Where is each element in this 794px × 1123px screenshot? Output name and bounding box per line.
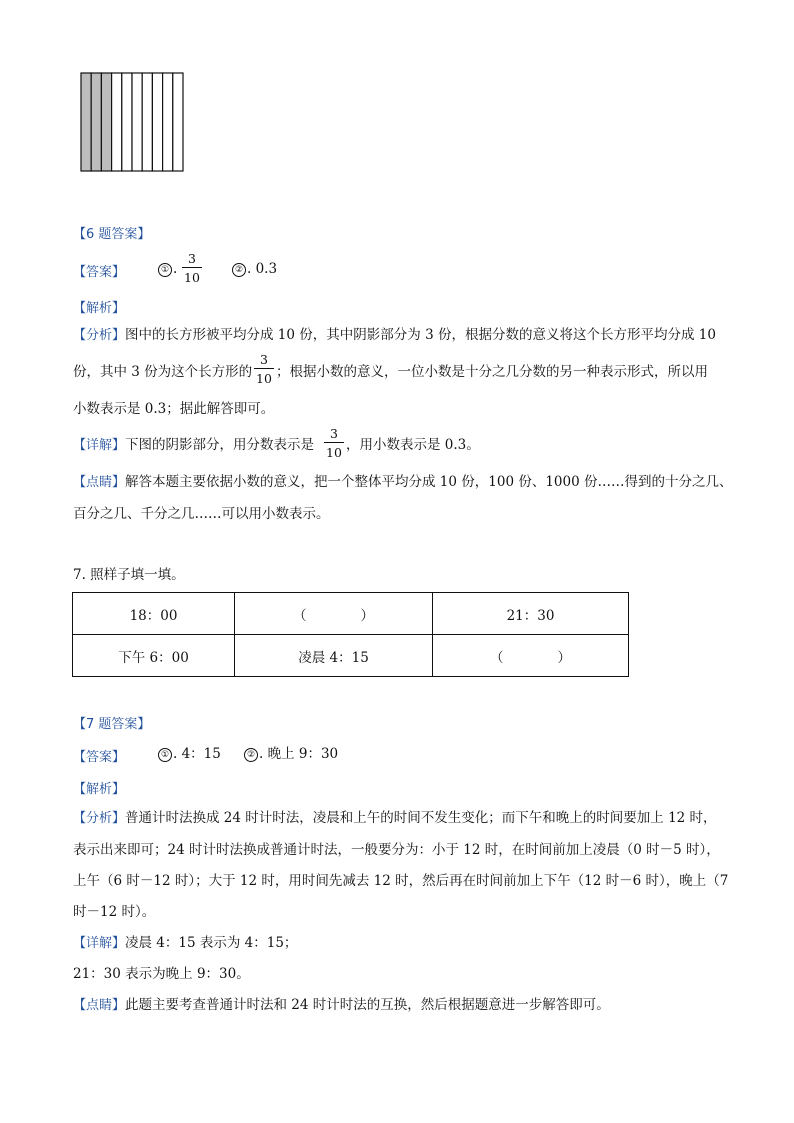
shaded-strip <box>81 73 91 171</box>
q6-answer-1-fraction: 3 10 <box>184 251 200 285</box>
shaded-strip <box>91 73 101 171</box>
q6-fenxi-line3: 小数表示是 0.3；据此解答即可。 <box>73 401 275 417</box>
q6-fenxi-line1: 【分析】图中的长方形被平均分成 10 份，其中阴影部分为 3 份，根据分数的意义将这个长方形平均分成 10 <box>73 327 716 343</box>
q7-header: 【7 题答案】 <box>73 717 151 732</box>
table-cell-blank[interactable]: （ ） <box>235 593 433 635</box>
q7-answer-tag: 【答案】 <box>73 750 126 765</box>
table-cell: 凌晨 4：15 <box>235 635 433 677</box>
circled-two: ② <box>244 748 258 762</box>
q6-xiangjie-b: ，用小数表示是 0.3。 <box>346 437 480 453</box>
q7-fenxi-line3: 上午（6 时－12 时）；大于 12 时，用时间先减去 12 时，然后再在时间前加上下午（12 时－6 时），晚上（7 <box>73 873 729 889</box>
q6-xiangjie-a: 【详解】下图的阴影部分，用分数表示是 <box>73 437 315 453</box>
q7-fenxi-line4: 时－12 时）。 <box>73 904 156 920</box>
q6-fenxi-line2b: ；根据小数的意义，一位小数是十分之几分数的另一种表示形式，所以用 <box>276 364 708 380</box>
q7-answer-1: ① . 4：15 <box>158 746 221 763</box>
q7-fenxi-line2: 表示出来即可；24 时计时法换成普通计时法，一般要分为：小于 12 时，在时间前加上凌晨（0 时－5 时）， <box>73 842 720 858</box>
rectangle-figure <box>80 72 184 172</box>
table-cell: 18：00 <box>73 593 235 635</box>
strip <box>173 73 183 171</box>
circled-two: ② <box>232 263 246 277</box>
q7-dianjing-line1: 【点睛】此题主要考查普通计时法和 24 时计时法的互换，然后根据题意进一步解答即可。 <box>73 997 610 1013</box>
q6-dianjing-line2: 百分之几、千分之几……可以用小数表示。 <box>73 506 330 522</box>
q6-xiangjie-fraction: 3 10 <box>326 426 342 460</box>
time-table <box>72 592 629 677</box>
strip <box>122 73 132 171</box>
q6-analysis-tag: 【解析】 <box>73 301 126 316</box>
q7-answer-2: ② . 晚上 9：30 <box>244 746 338 763</box>
shaded-strip <box>101 73 111 171</box>
table-row <box>73 635 629 677</box>
strip <box>112 73 122 171</box>
table-cell: 下午 6：00 <box>73 635 235 677</box>
q6-fenxi-fraction: 3 10 <box>256 352 272 386</box>
q6-header: 【6 题答案】 <box>73 227 151 242</box>
q6-answer-2: ② . 0.3 <box>232 261 277 278</box>
q7-xiangjie-line1: 【详解】凌晨 4：15 表示为 4：15； <box>73 935 298 951</box>
table-cell-blank[interactable]: （ ） <box>433 635 629 677</box>
q6-dianjing-line1: 【点睛】解答本题主要依据小数的意义，把一个整体平均分成 10 份，100 份、1000 份……得到的十分之几、 <box>73 474 733 490</box>
circled-one: ① <box>158 748 172 762</box>
strip <box>132 73 142 171</box>
q7-question: 7. 照样子填一填。 <box>73 567 185 583</box>
q6-answer-1: ① . <box>158 261 177 278</box>
q6-answer-tag: 【答案】 <box>73 265 126 280</box>
q7-analysis-tag: 【解析】 <box>73 782 126 797</box>
strip <box>142 73 152 171</box>
strip <box>163 73 173 171</box>
strip <box>152 73 162 171</box>
q7-fenxi-line1: 【分析】普通计时法换成 24 时计时法，凌晨和上午的时间不发生变化；而下午和晚上的时间要加上 12 时， <box>73 810 717 826</box>
table-row <box>73 593 629 635</box>
q7-xiangjie-line2: 21：30 表示为晚上 9：30。 <box>73 966 250 982</box>
circled-one: ① <box>158 263 172 277</box>
table-cell: 21：30 <box>433 593 629 635</box>
q6-fenxi-line2a: 份，其中 3 份为这个长方形的 <box>73 364 253 380</box>
